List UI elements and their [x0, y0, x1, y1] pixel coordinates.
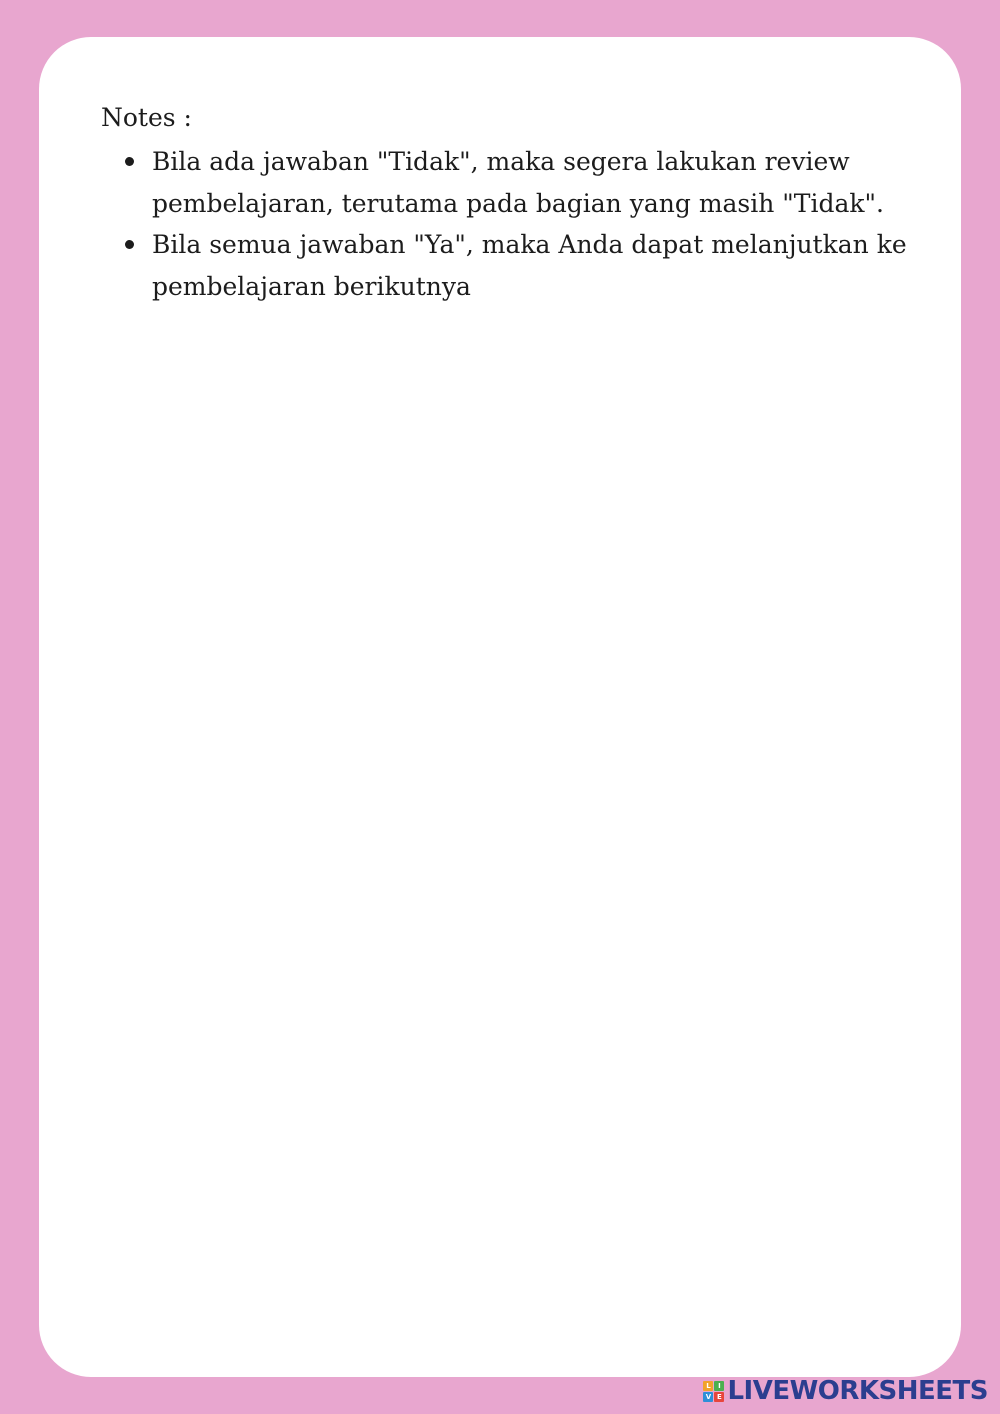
logo-letter-e: E — [714, 1392, 724, 1402]
bullet-icon — [125, 157, 134, 166]
liveworksheets-logo-icon — [703, 1381, 724, 1402]
bullet-icon — [125, 240, 134, 249]
list-item — [152, 141, 912, 224]
logo-letter-l: L — [703, 1381, 713, 1391]
liveworksheets-logo — [703, 1376, 988, 1406]
logo-letter-v: V — [703, 1392, 713, 1402]
logo-letter-i: I — [714, 1381, 724, 1391]
list-item — [152, 224, 912, 307]
note-text: Bila ada jawaban "Tidak", maka segera lakukan review pembelajaran, terutama pada bagian yang masih "Tidak". — [152, 147, 884, 218]
notes-title: Notes : — [101, 103, 192, 132]
note-text: Bila semua jawaban "Ya", maka Anda dapat melanjutkan ke pembelajaran berikutnya — [152, 230, 907, 301]
brand-name: LIVEWORKSHEETS — [727, 1376, 988, 1406]
notes-list — [152, 141, 912, 307]
